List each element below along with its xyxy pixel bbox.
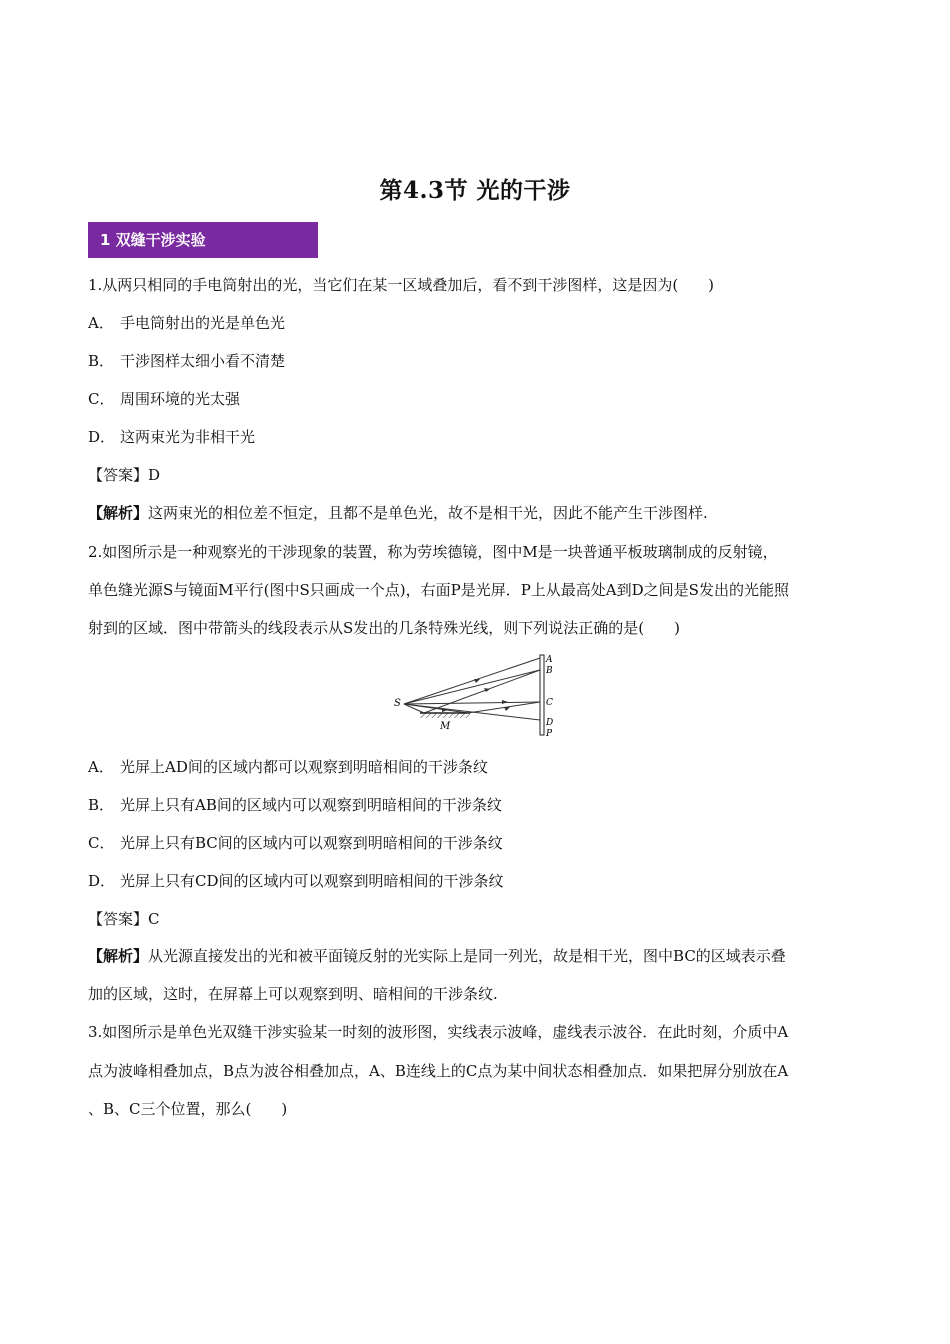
q1-option-a — [88, 313, 868, 333]
option-text: 光屏上只有AB间的区域内可以观察到明暗相间的干涉条纹 — [120, 796, 502, 814]
question-2-stem-line-2: 单色缝光源S与镜面M平行(图中S只画成一个点)，右面P是光屏．P上从最高处A到D之间是S发出的光能照 — [88, 581, 789, 599]
option-text: 光屏上AD间的区域内都可以观察到明暗相间的干涉条纹 — [120, 758, 488, 776]
q2-option-c — [88, 833, 868, 853]
label-m: M — [440, 721, 451, 732]
q2-analysis-line-1 — [88, 946, 868, 966]
option-letter: A． — [88, 758, 114, 776]
page-title: 第4.3节 光的干涉 — [379, 177, 571, 204]
q1-answer: 【答案】D — [88, 466, 161, 484]
option-letter: B． — [88, 352, 115, 370]
q1-option-d — [88, 427, 868, 447]
question-3-stem-line-1: 3.如图所示是单色光双缝干涉实验某一时刻的波形图，实线表示波峰，虚线表示波谷．在此时刻，介质中A — [88, 1023, 789, 1041]
q1-analysis — [88, 503, 868, 523]
ray-to-a — [404, 658, 540, 704]
analysis-tag: 【解析】 — [88, 504, 149, 522]
option-text: 光屏上只有CD间的区域内可以观察到明暗相间的干涉条纹 — [120, 872, 504, 890]
option-text: 这两束光为非相干光 — [120, 428, 256, 446]
label-s: S — [394, 698, 401, 709]
option-letter: C． — [88, 834, 115, 852]
q2-analysis-line-2: 加的区域，这时，在屏幕上可以观察到明、暗相间的干涉条纹. — [88, 985, 498, 1003]
option-letter: C． — [88, 390, 115, 408]
q2-answer: 【答案】C — [88, 910, 160, 928]
option-text: 周围环境的光太强 — [120, 390, 241, 408]
ray-reflected-2 — [468, 702, 540, 713]
arrow-head — [502, 700, 508, 704]
option-letter: A． — [88, 314, 114, 332]
q2-option-a — [88, 757, 868, 777]
question-1-stem: 1.从两只相同的手电筒射出的光，当它们在某一区域叠加后，看不到干涉图样，这是因为( ) — [88, 276, 715, 294]
screen — [540, 655, 544, 735]
analysis-text: 从光源直接发出的光和被平面镜反射的光实际上是同一列光，故是相干光，图中BC的区域表示叠 — [148, 947, 786, 965]
q2-option-b — [88, 795, 868, 815]
question-3-stem-line-3: 、B、C三个位置，那么( ) — [88, 1100, 288, 1118]
option-text: 光屏上只有BC间的区域内可以观察到明暗相间的干涉条纹 — [120, 834, 503, 852]
option-letter: D． — [88, 428, 116, 446]
option-letter: D． — [88, 872, 116, 890]
arrow-head — [504, 707, 510, 711]
option-text: 手电筒射出的光是单色光 — [120, 314, 286, 332]
label-b: B — [546, 666, 553, 676]
analysis-text: 这两束光的相位差不恒定，且都不是单色光，故不是相干光，因此不能产生干涉图样. — [148, 504, 708, 522]
q2-option-d — [88, 871, 868, 891]
label-c: C — [546, 698, 553, 708]
lloyd-mirror-diagram — [390, 652, 562, 742]
lloyd-mirror-figure — [390, 652, 562, 742]
label-a: A — [546, 655, 553, 665]
arrow-head — [474, 679, 480, 683]
q1-option-c — [88, 389, 868, 409]
ray-to-b — [404, 670, 540, 704]
label-d: D — [546, 718, 554, 728]
option-text: 干涉图样太细小看不清楚 — [120, 352, 286, 370]
analysis-tag: 【解析】 — [88, 947, 149, 965]
question-2-stem-line-3: 射到的区域．图中带箭头的线段表示从S发出的几条特殊光线，则下列说法正确的是( ) — [88, 619, 680, 637]
q1-option-b — [88, 351, 868, 371]
option-letter: B． — [88, 796, 115, 814]
question-2-stem-line-1: 2.如图所示是一种观察光的干涉现象的装置，称为劳埃德镜，图中M是一块普通平板玻璃制成的反射镜， — [88, 543, 778, 561]
question-3-stem-line-2: 点为波峰相叠加点，B点为波谷相叠加点，A、B连线上的C点为某中间状态相叠加点．如果把屏分别放在A — [88, 1062, 789, 1080]
section-header: 1 双缝干涉实验 — [88, 222, 318, 258]
label-p: P — [546, 729, 553, 739]
ray-to-c — [404, 702, 540, 704]
